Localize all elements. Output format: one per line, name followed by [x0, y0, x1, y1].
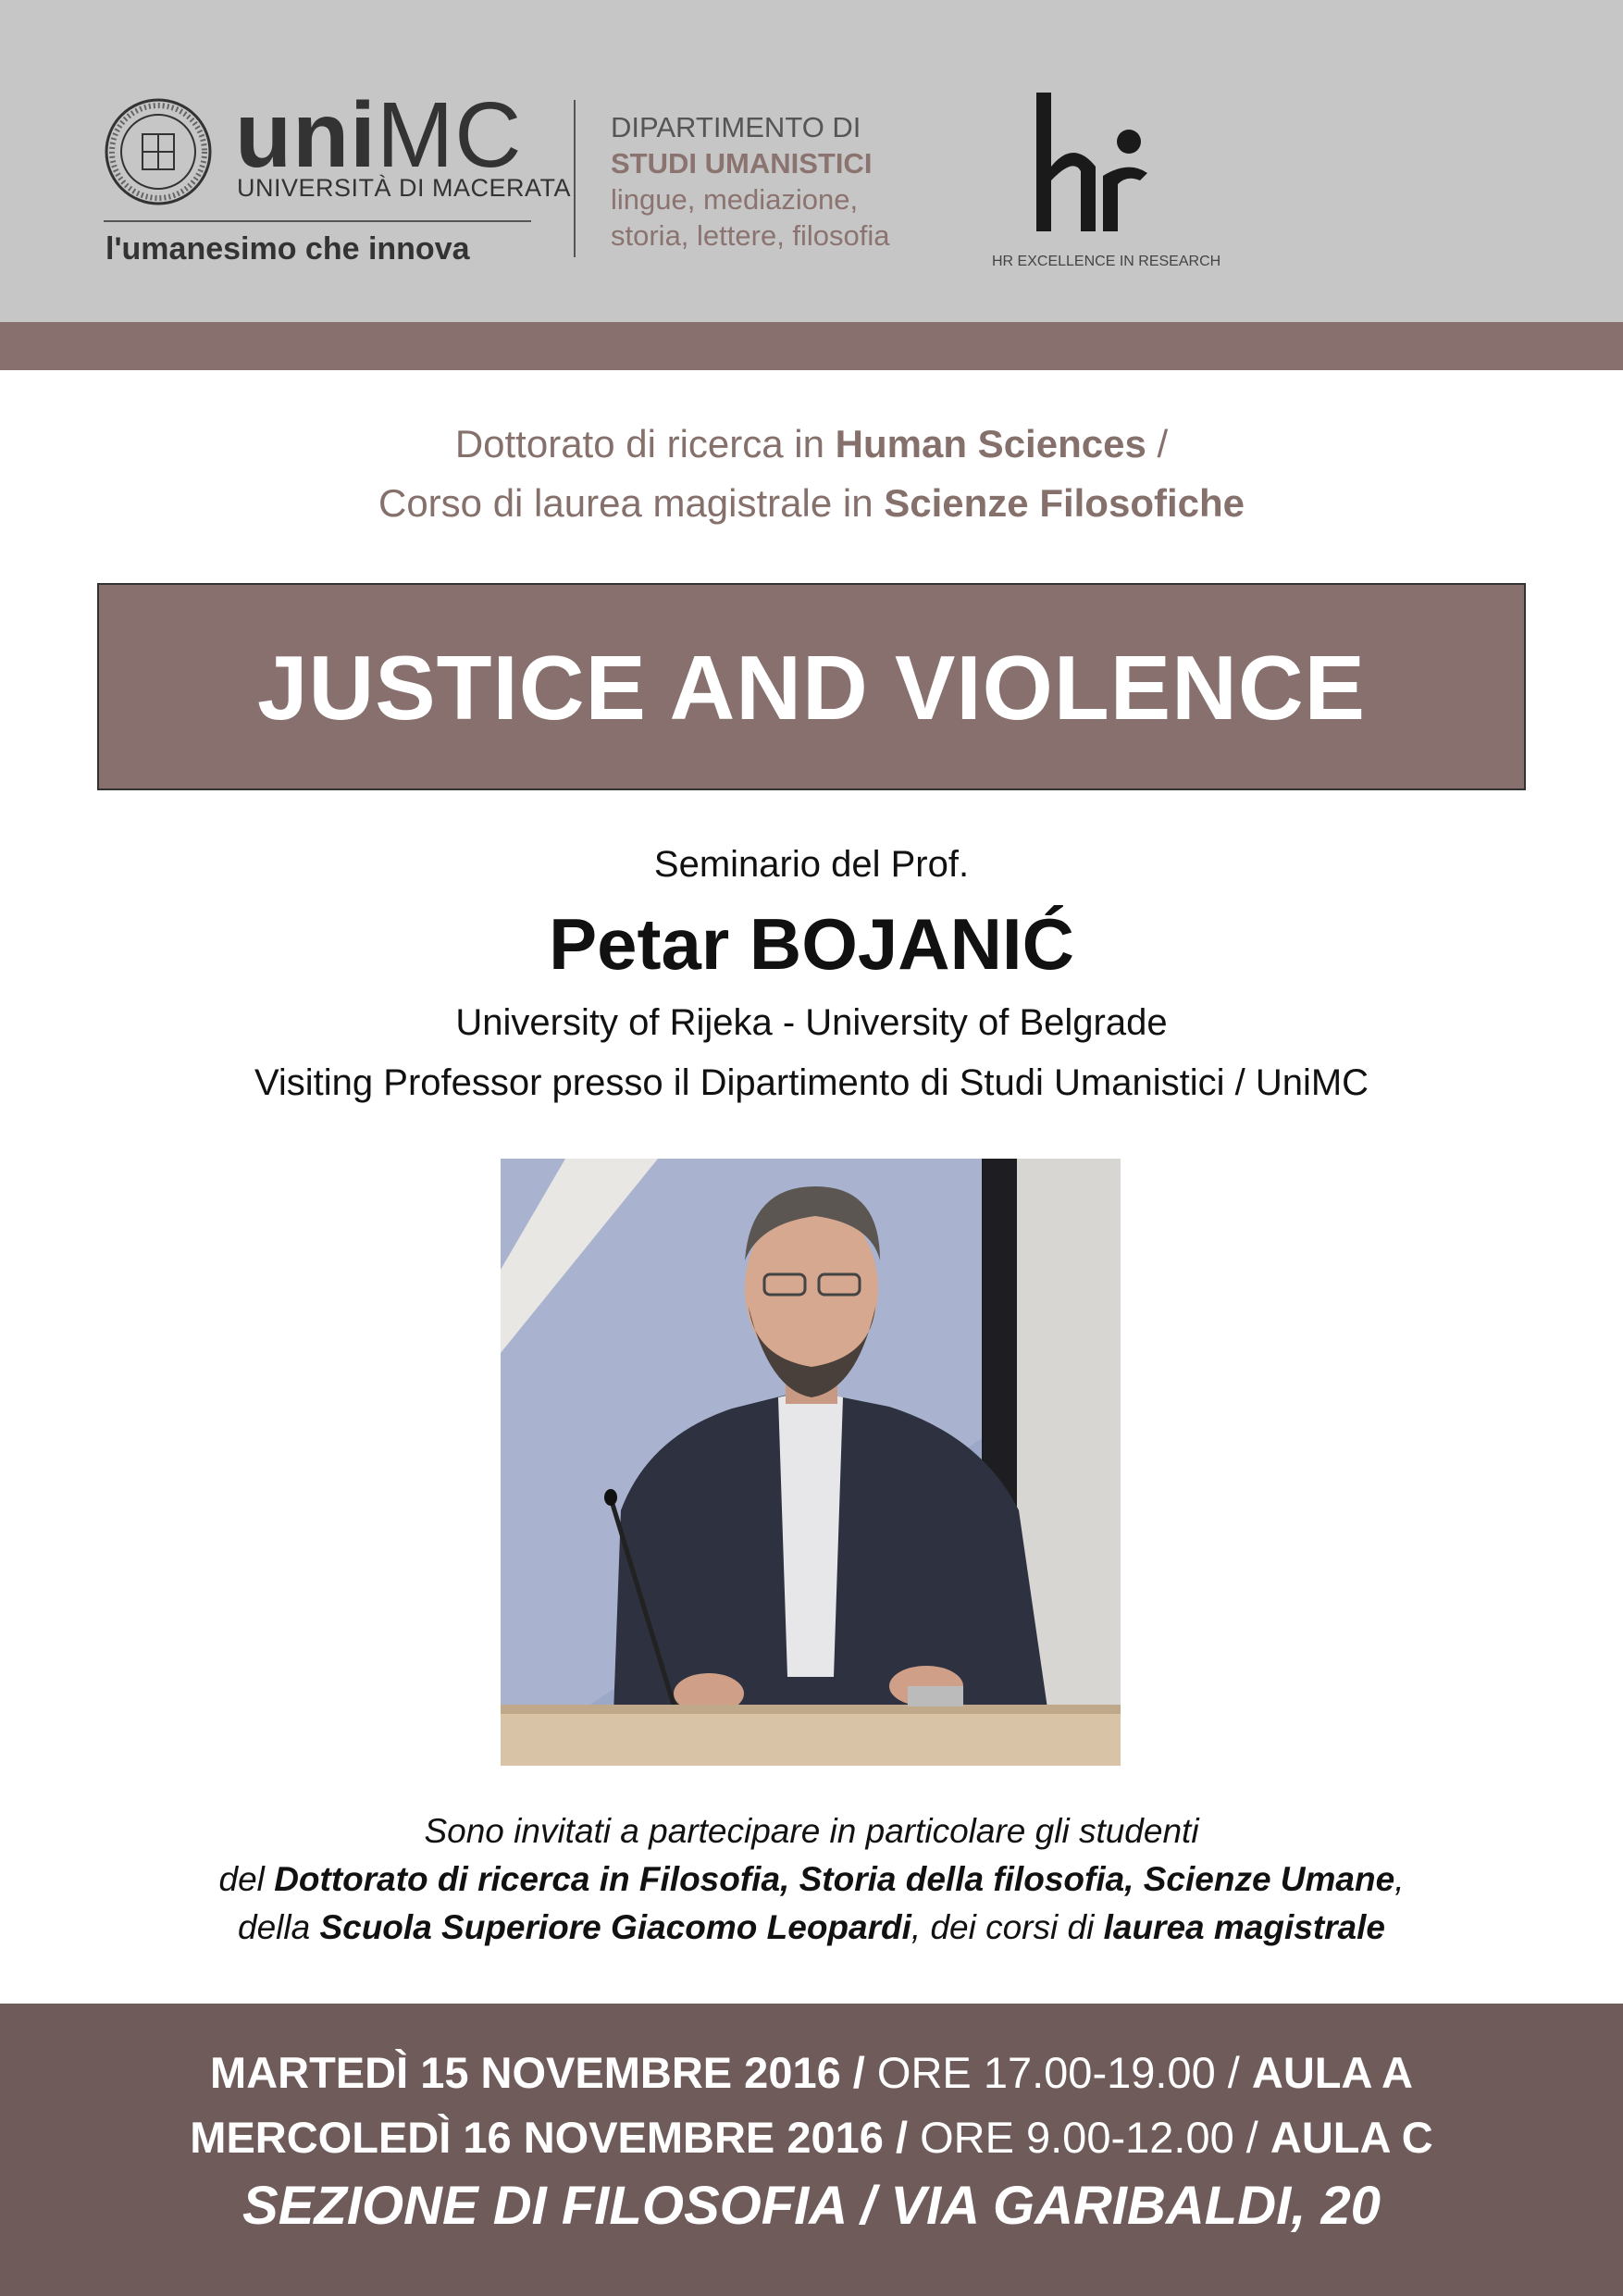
hr-excellence-logo	[1018, 88, 1157, 236]
speaker-name: Petar BOJANIĆ	[549, 903, 1074, 985]
schedule-day-1: MARTEDÌ 15 NOVEMBRE 2016 / ORE 17.00-19.00 / AULA A	[210, 2048, 1413, 2097]
header-separator	[574, 100, 576, 257]
unimc-logo-wordmark: uniMC	[235, 83, 523, 187]
department-line: STUDI UMANISTICI	[611, 147, 873, 180]
schedule-day-2: MERCOLEDÌ 16 NOVEMBRE 2016 / ORE 9.00-12.00 / AULA C	[190, 2113, 1433, 2162]
hr-caption: HR EXCELLENCE IN RESEARCH	[992, 254, 1221, 269]
program-line-phd: Dottorato di ricerca in Human Sciences /	[454, 422, 1169, 465]
invitation-line: della Scuola Superiore Giacomo Leopardi, dei corsi di laurea magistrale	[238, 1908, 1385, 1946]
university-tagline: l'umanesimo che innova	[105, 231, 470, 267]
seminar-intro: Seminario del Prof.	[653, 844, 970, 885]
invitation-line: del Dottorato di ricerca in Filosofia, Storia della filosofia, Scienze Umane,	[218, 1860, 1405, 1898]
invitation-line: Sono invitati a partecipare in particolare gli studenti	[424, 1812, 1199, 1850]
logo-divider	[104, 220, 531, 222]
title-box	[97, 583, 1526, 790]
program-line-master: Corso di laurea magistrale in Scienze Filosofiche	[378, 481, 1245, 525]
venue: SEZIONE DI FILOSOFIA / VIA GARIBALDI, 20	[242, 2176, 1381, 2236]
speaker-affiliation: University of Rijeka - University of Belgrade	[455, 1002, 1168, 1043]
department-line: DIPARTIMENTO DI	[611, 111, 861, 143]
speaker-photo	[501, 1159, 1121, 1766]
seminar-title: JUSTICE AND VIOLENCE	[257, 637, 1366, 738]
university-name: UNIVERSITÀ DI MACERATA	[237, 174, 572, 202]
university-seal-logo	[104, 97, 213, 206]
department-name	[611, 109, 890, 254]
department-line: storia, lettere, filosofia	[611, 219, 890, 252]
accent-band	[0, 322, 1623, 370]
department-line: lingue, mediazione,	[611, 183, 859, 216]
speaker-visiting-role: Visiting Professor presso il Dipartimento di Studi Umanistici / UniMC	[254, 1062, 1369, 1103]
